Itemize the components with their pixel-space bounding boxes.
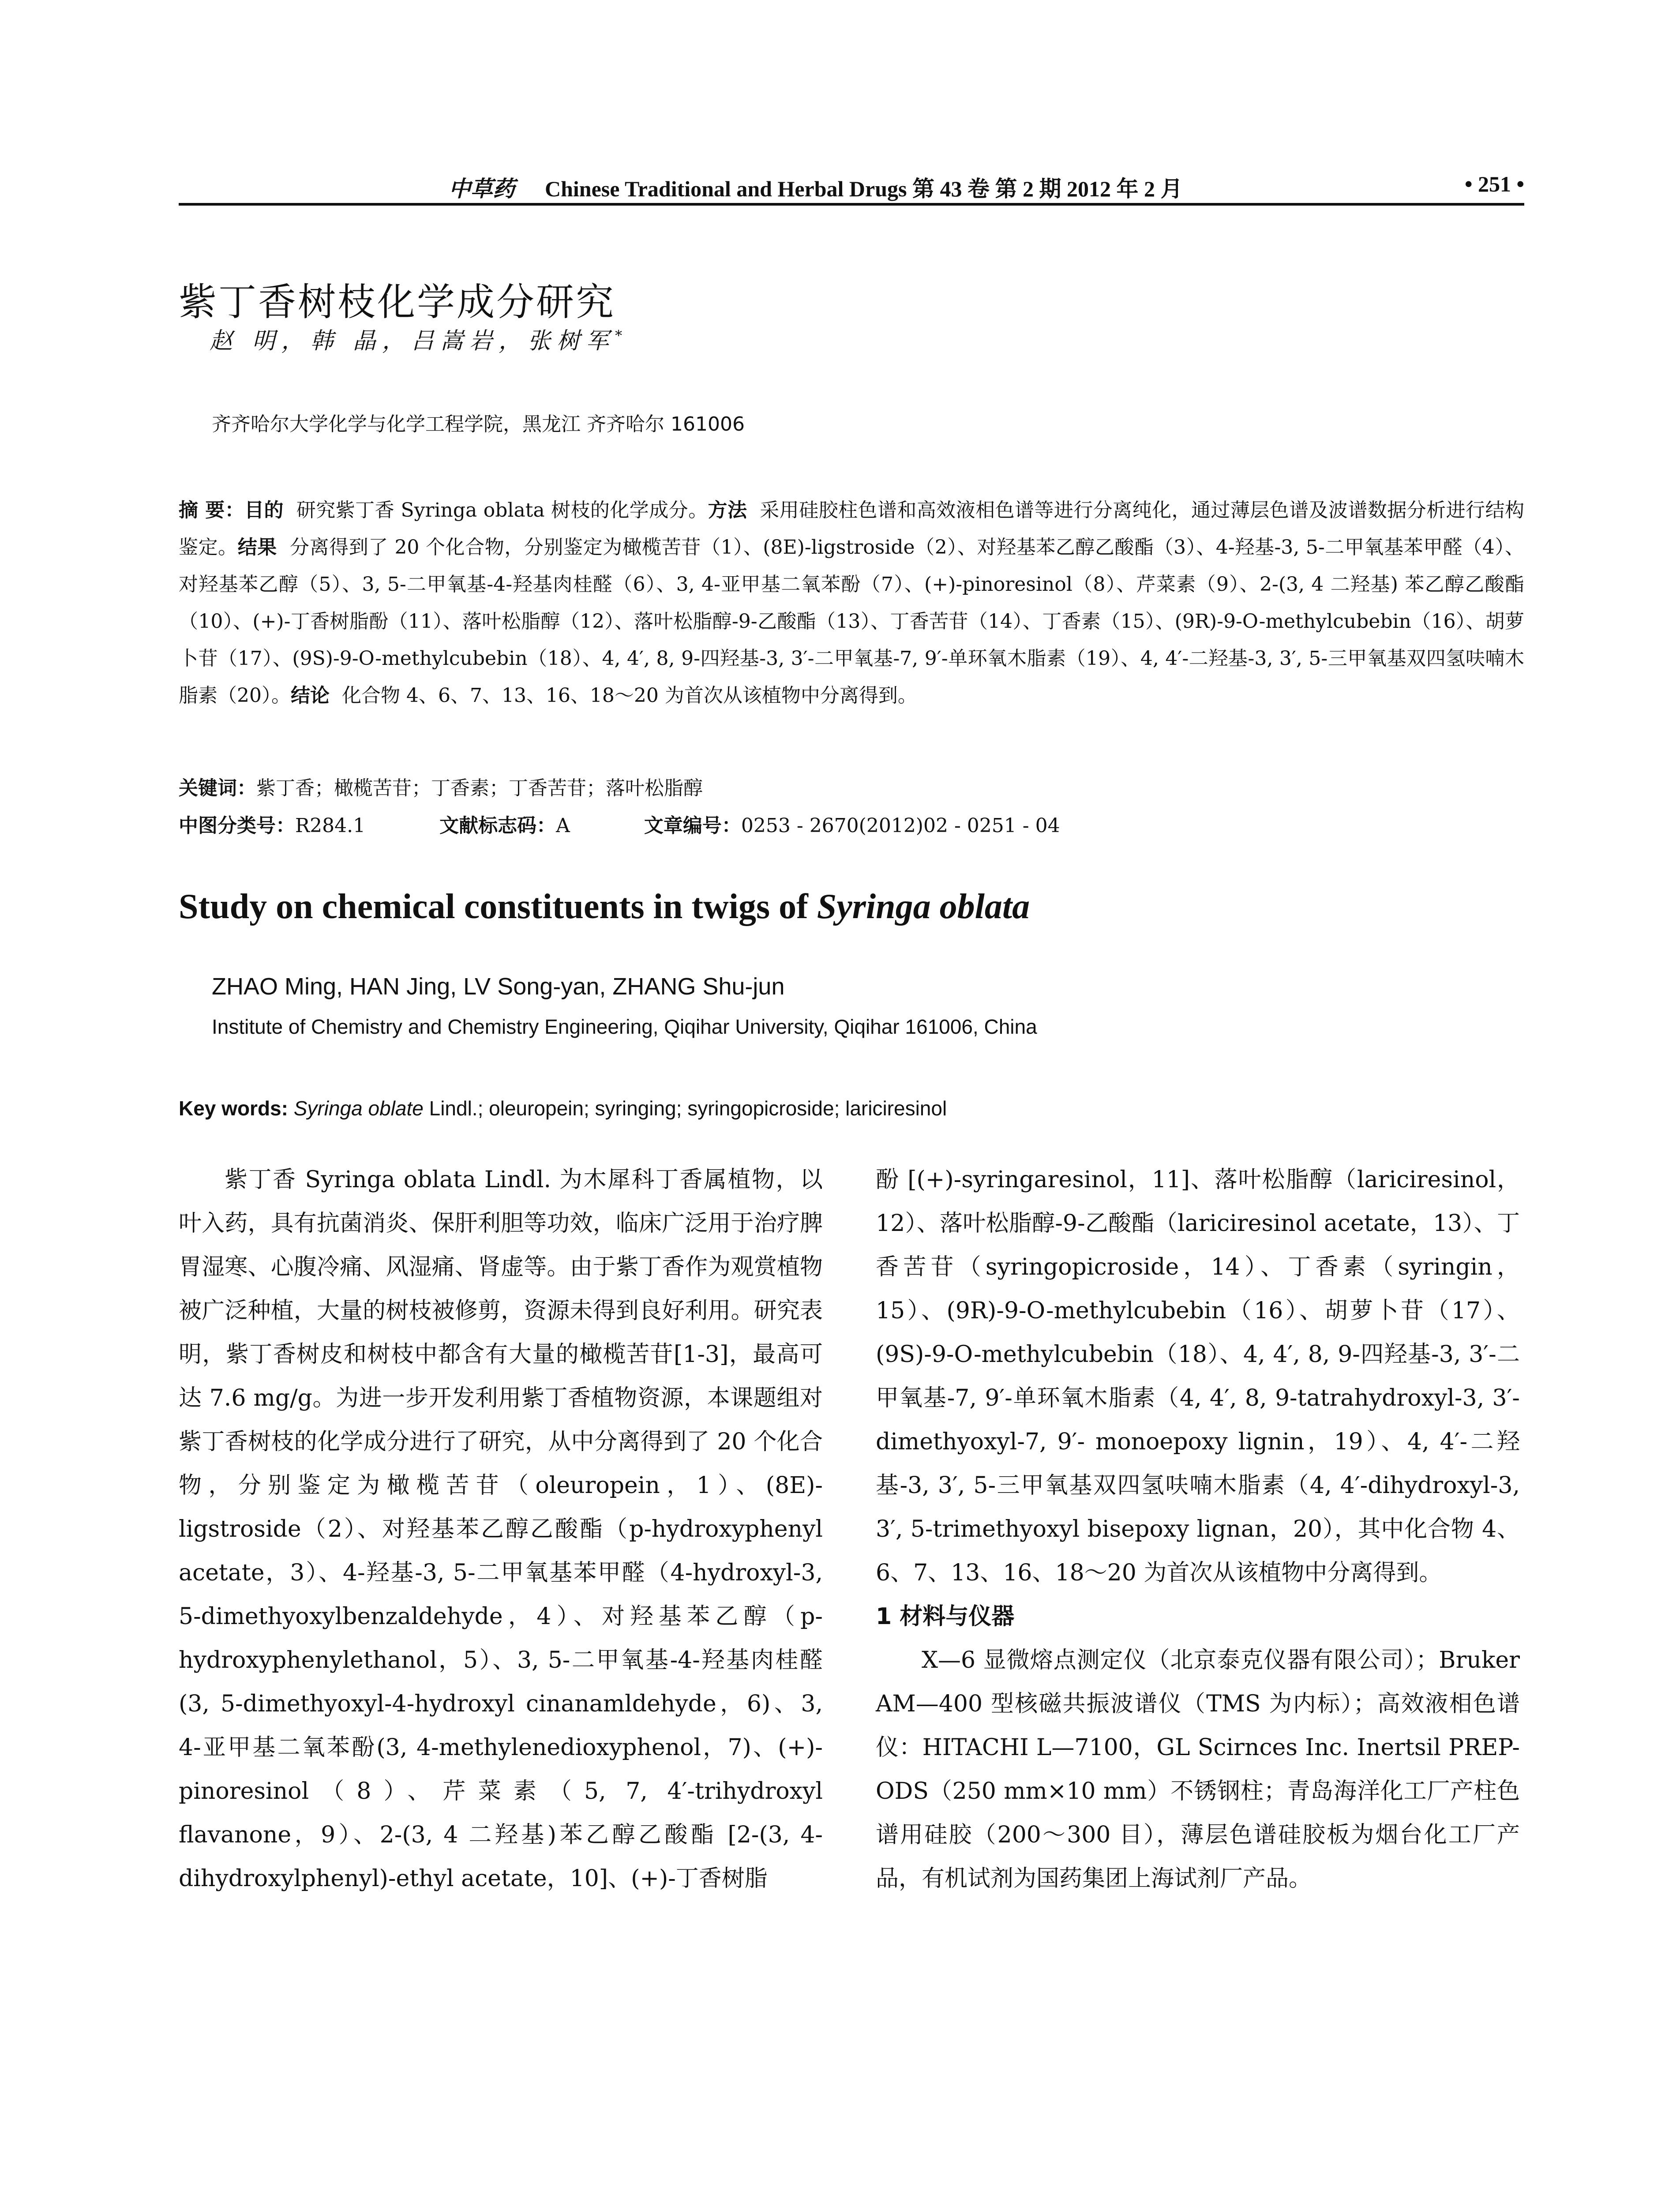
- title-english-species: Syringa oblata: [817, 887, 1030, 926]
- section-1-heading: 1 材料与仪器: [876, 1603, 1015, 1630]
- authors-chinese-names: 赵 明，韩 晶，吕嵩岩，张树军: [210, 328, 615, 354]
- section-1-text: X—6 显微熔点测定仪（北京泰克仪器有限公司）；Bruker AM—400 型核磁共振波谱仪（TMS 为内标）；高效液相色谱仪：HITACHI L—7100，GL Scirnces Inc. Inertsil PREP-ODS（250 mm×10 mm）不锈钢柱；青岛海洋化工厂产柱色谱用硅胶（200～300 目），薄层色谱硅胶板为烟台化工厂产品，有机试剂为国药集团上海试剂厂产品。: [876, 1647, 1520, 1892]
- header-rule: [179, 203, 1524, 206]
- clc-label: 中图分类号：: [179, 814, 295, 837]
- article-number-value: 0253 - 2670(2012)02 - 0251 - 04: [741, 814, 1060, 837]
- body-column-left: 紫丁香 Syringa oblata Lindl. 为木犀科丁香属植物，以叶入药，具有抗菌消炎、保肝利胆等功效，临床广泛用于治疗脾胃湿寒、心腹冷痛、风湿痛、肾虚等。由于紫丁香作为观赏植物被广泛种植，大量的树枝被修剪，资源未得到良好利用。研究表明，紫丁香树皮和树枝中都含有大量的橄榄苦苷[1-3]，最高可达 7.6 mg/g。为进一步开发利用紫丁香植物资源，本课题组对紫丁香树枝的化学成分进行了研究，从中分离得到了 20 个化合物，分别鉴定为橄榄苦苷（oleuropein，1）、(8E)-ligstroside（2）、对羟基苯乙醇乙酸酯（p-hydroxyphenyl acetate，3）、4-羟基-3, 5-二甲氧基苯甲醛（4-hydroxyl-3, 5-dimethyoxylbenzaldehyde，4）、对羟基苯乙醇（p-hydroxyphenylethanol，5）、3, 5-二甲氧基-4-羟基肉桂醛(3, 5-dimethyoxyl-4-hydroxyl cinanamldehyde，6)、3, 4-亚甲基二氧苯酚(3, 4-methylenedioxyphenol，7)、(+)-pinoresinol（8）、芹菜素（5, 7, 4′-trihydroxyl flavanone，9）、2-(3, 4 二羟基)苯乙醇乙酸酯 [2-(3, 4-dihydroxylphenyl)-ethyl acetate，10]、(+)-丁香树脂: [179, 1167, 823, 1892]
- keywords-text: 紫丁香；橄榄苦苷；丁香素；丁香苦苷；落叶松脂醇: [256, 777, 703, 799]
- body-column-right: [876, 1158, 1520, 1901]
- objective-text: 研究紫丁香 Syringa oblata 树枝的化学成分。: [296, 499, 708, 521]
- conclusion-text: 化合物 4、6、7、13、16、18～20 为首次从该植物中分离得到。: [341, 684, 917, 707]
- result-text: 分离得到了 20 个化合物，分别鉴定为橄榄苦苷（1）、(8E)-ligstroside（2）、对羟基苯乙醇乙酸酯（3）、4-羟基-3, 5-二甲氧基苯甲醛（4）、对羟基苯乙醇（5）、3, 5-二甲氧基-4-羟基肉桂醛（6）、3, 4-亚甲基二氧苯酚（7）、(+)-pinoresinol（8）、芹菜素（9）、2-(3, 4 二羟基) 苯乙醇乙酸酯（10）、(+)-丁香树脂酚（11）、落叶松脂醇（12）、落叶松脂醇-9-乙酸酯（13）、丁香苦苷（14）、丁香素（15）、(9R)-9-O-methylcubebin（16）、胡萝卜苷（17）、(9S)-9-O-methylcubebin（18）、4, 4′, 8, 9-四羟基-3, 3′-二甲氧基-7, 9′-单环氧木脂素（19）、4, 4′-二羟基-3, 3′, 5-三甲氧基双四氢呋喃木脂素（20）。: [179, 536, 1525, 707]
- result-label: 结果: [237, 536, 277, 559]
- objective-label: 目的: [244, 499, 284, 521]
- corresponding-mark: *: [615, 327, 622, 344]
- keywords-english-label: Key words:: [179, 1097, 288, 1120]
- journal-brand: 中草药: [449, 176, 515, 202]
- page-number: • 251 •: [1464, 172, 1524, 196]
- clc-value: R284.1: [295, 814, 366, 837]
- running-header: [179, 169, 1524, 202]
- title-english-prefix: Study on chemical constituents in twigs of: [179, 887, 817, 926]
- article-number-label: 文章编号：: [644, 814, 741, 837]
- authors-chinese: [210, 322, 622, 355]
- affiliation-chinese: 齐齐哈尔大学化学与化学工程学院，黑龙江 齐齐哈尔 161006: [212, 413, 745, 435]
- classification-line: [179, 810, 1060, 838]
- conclusion-label: 结论: [291, 684, 330, 707]
- method-label: 方法: [708, 499, 747, 521]
- keywords-chinese: [179, 772, 703, 800]
- keywords-label: 关键词：: [179, 777, 256, 799]
- journal-info: Chinese Traditional and Herbal Drugs 第 43 卷 第 2 期 2012 年 2 月: [545, 176, 1183, 201]
- title-english: [179, 887, 1030, 927]
- authors-english: ZHAO Ming, HAN Jing, LV Song-yan, ZHANG Shu-jun: [212, 973, 785, 1000]
- method-text: 采用硅胶柱色谱和高效液相色谱等进行分离纯化，通过薄层色谱及波谱数据分析进行结构鉴定。: [179, 499, 1524, 559]
- abstract-label: 摘 要：: [179, 499, 245, 521]
- abstract-chinese: [179, 492, 1524, 714]
- doc-code-label: 文献标志码：: [439, 814, 556, 837]
- body-right-paragraph: 酚 [(+)-syringaresinol，11]、落叶松脂醇（lariciresinol，12）、落叶松脂醇-9-乙酸酯（lariciresinol acetate，13）、丁香苦苷（syringopicroside，14）、丁香素（syringin，15）、(9R)-9-O-methylcubebin（16）、胡萝卜苷（17）、(9S)-9-O-methylcubebin（18）、4, 4′, 8, 9-四羟基-3, 3′-二甲氧基-7, 9′-单环氧木脂素（4, 4′, 8, 9-tatrahydroxyl-3, 3′-dimethyoxyl-7, 9′- monoepoxy lignin，19）、4, 4′-二羟基-3, 3′, 5-三甲氧基双四氢呋喃木脂素（4, 4′-dihydroxyl-3, 3′, 5-trimethyoxyl bisepoxy lignan，20），其中化合物 4、6、7、13、16、18～20 为首次从该植物中分离得到。: [876, 1167, 1520, 1586]
- keywords-english: [179, 1096, 947, 1120]
- keywords-english-text: Lindl.; oleuropein; syringing; syringopicroside; lariciresinol: [423, 1097, 947, 1120]
- affiliation-english: Institute of Chemistry and Chemistry Engineering, Qiqihar University, Qiqihar 161006, China: [212, 1015, 1037, 1038]
- title-chinese: 紫丁香树枝化学成分研究: [179, 280, 615, 324]
- keywords-english-species: Syringa oblate: [293, 1097, 424, 1120]
- doc-code-value: A: [556, 814, 570, 837]
